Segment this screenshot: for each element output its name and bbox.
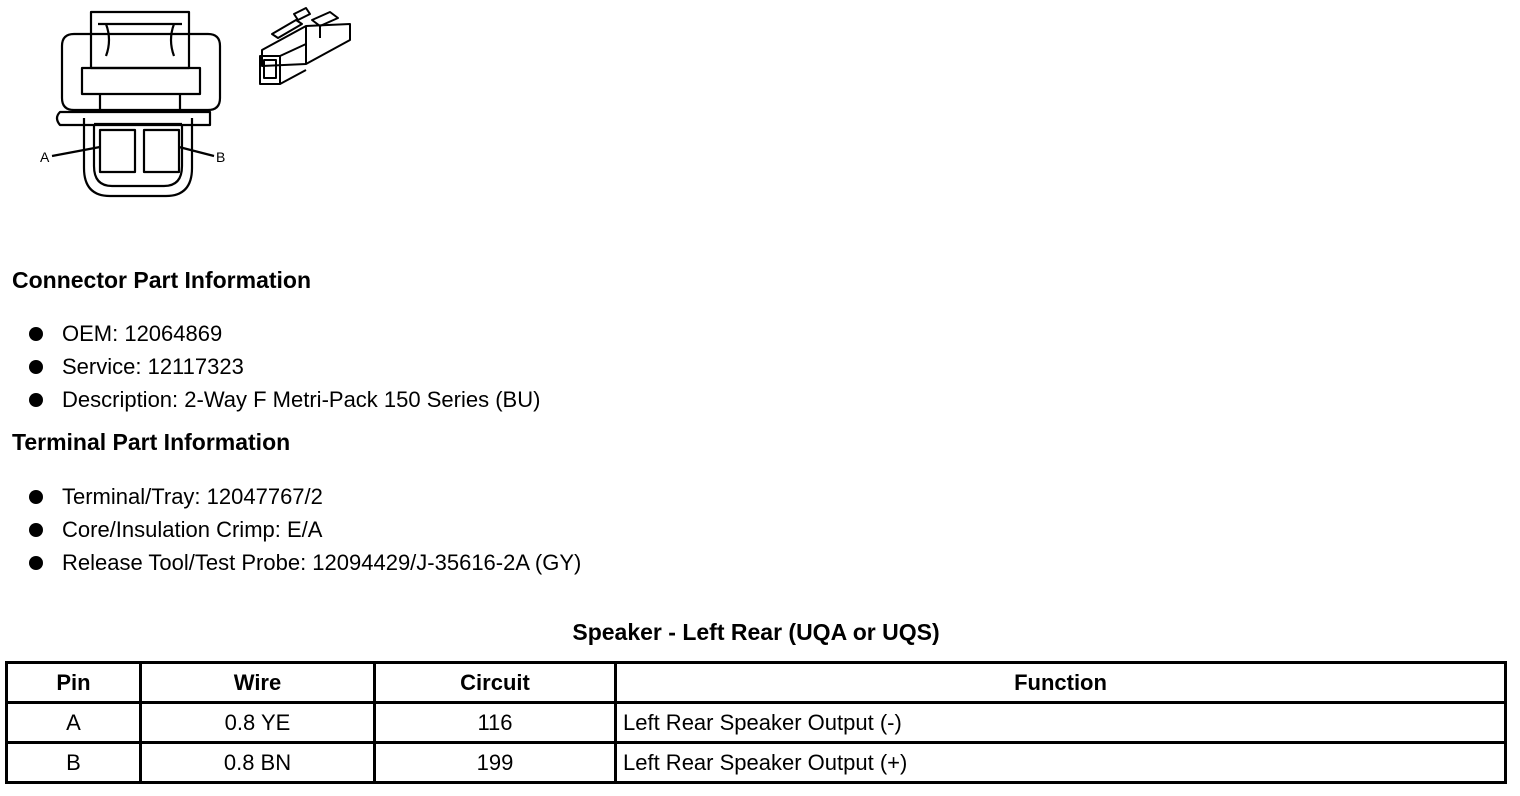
list-item-text: Description: 2-Way F Metri-Pack 150 Series (BU) (62, 387, 541, 412)
table-header-row (7, 663, 1506, 703)
header-pin: Pin (7, 663, 141, 703)
list-item-text: Release Tool/Test Probe: 12094429/J-35616-2A (GY) (62, 550, 582, 575)
list-item-text: Core/Insulation Crimp: E/A (62, 517, 323, 542)
header-wire: Wire (141, 663, 375, 703)
bullet-icon (29, 327, 43, 341)
header-function: Function (616, 663, 1506, 703)
list-item (0, 546, 581, 579)
list-item-text: OEM: 12064869 (62, 321, 223, 346)
terminal-part-info-list (0, 480, 581, 579)
terminal-part-info-heading: Terminal Part Information (12, 429, 291, 455)
list-item (0, 383, 540, 416)
connector-part-info-list (0, 317, 540, 416)
cell-function: Left Rear Speaker Output (-) (616, 703, 1506, 743)
cell-function: Left Rear Speaker Output (+) (616, 743, 1506, 783)
bullet-icon (29, 360, 43, 374)
list-item-text: Service: 12117323 (62, 354, 244, 379)
connector-face-diagram (0, 0, 250, 210)
list-item (0, 480, 581, 513)
header-circuit: Circuit (375, 663, 616, 703)
connector-part-info-heading: Connector Part Information (12, 267, 312, 293)
cell-circuit: 199 (375, 743, 616, 783)
bullet-icon (29, 523, 43, 537)
cell-wire: 0.8 BN (141, 743, 375, 783)
table-row (7, 743, 1506, 783)
cell-pin: A (7, 703, 141, 743)
connector-iso-diagram (250, 0, 360, 100)
cell-wire: 0.8 YE (141, 703, 375, 743)
cell-pin: B (7, 743, 141, 783)
list-item (0, 513, 581, 546)
list-item (0, 350, 540, 383)
table-row (7, 703, 1506, 743)
pin-table-title: Speaker - Left Rear (UQA or UQS) (572, 619, 940, 645)
cell-circuit: 116 (375, 703, 616, 743)
bullet-icon (29, 490, 43, 504)
list-item-text: Terminal/Tray: 12047767/2 (62, 484, 323, 509)
bullet-icon (29, 556, 43, 570)
pin-table (5, 661, 1507, 784)
bullet-icon (29, 393, 43, 407)
pin-label-a: A (40, 149, 50, 165)
list-item (0, 317, 540, 350)
pin-label-b: B (216, 149, 226, 165)
